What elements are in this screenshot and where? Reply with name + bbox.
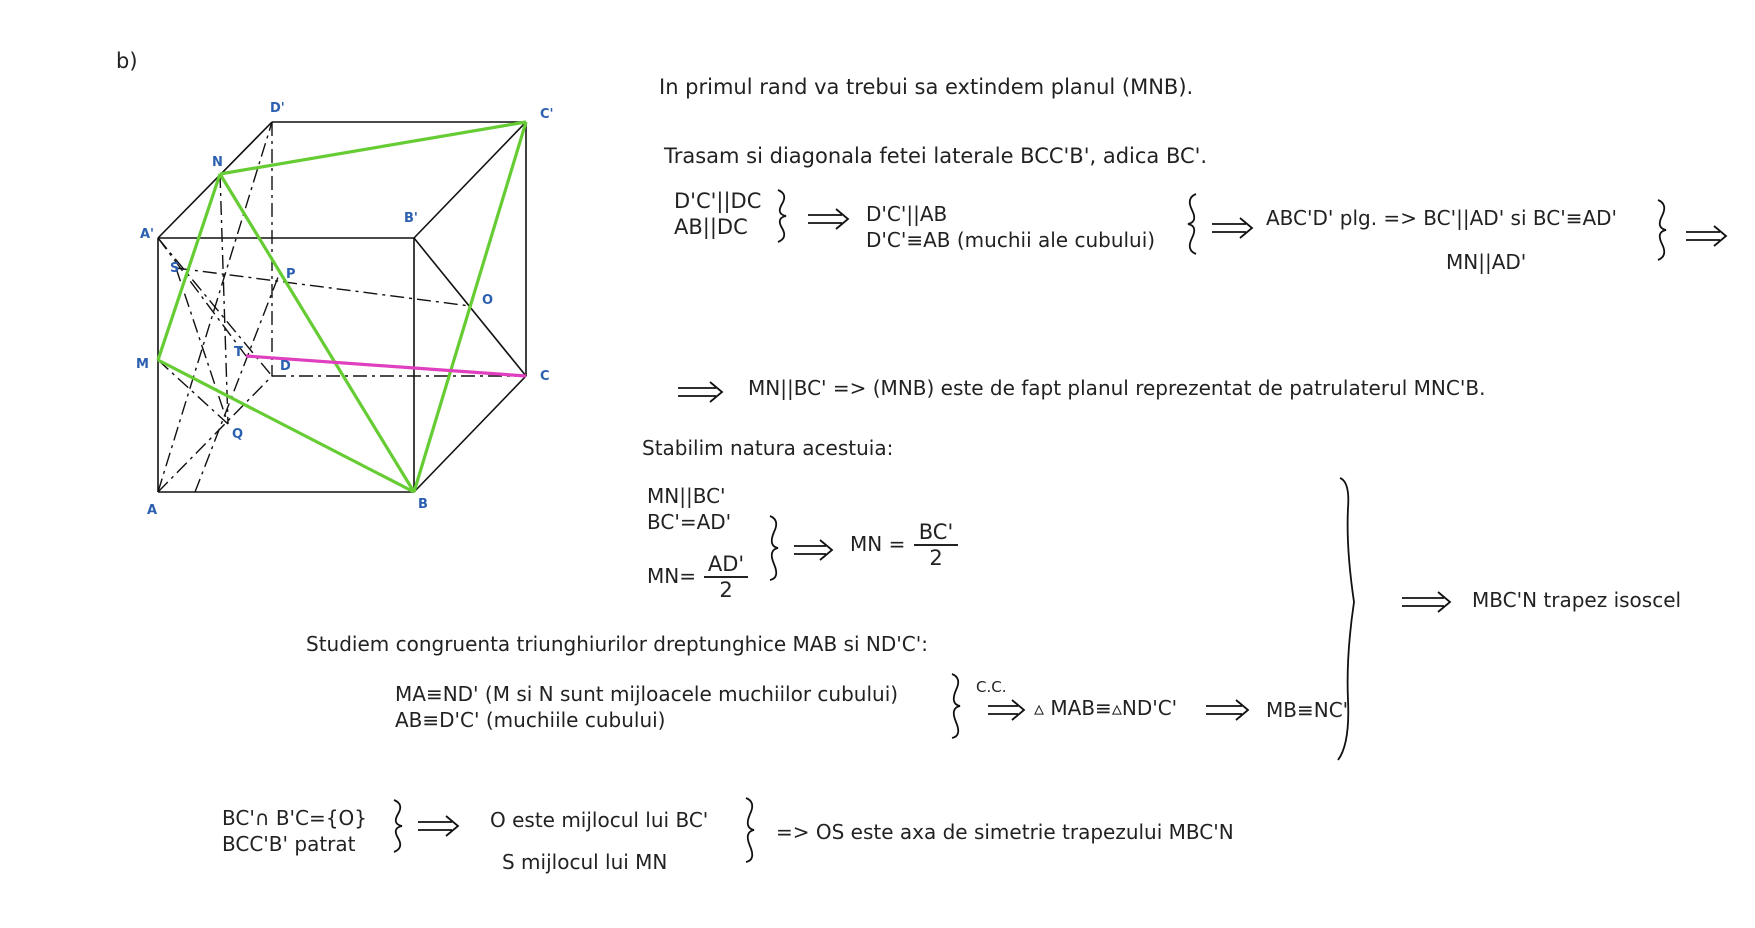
arrow-1 [808, 209, 848, 229]
vertex-B1: B' [404, 211, 418, 226]
vertex-N: N [212, 155, 223, 170]
s-bc-ad: BC'=AD' [647, 510, 732, 534]
vertex-S: S [170, 261, 180, 276]
frac-ad-den: 2 [719, 578, 733, 603]
vertex-D: D [280, 359, 291, 374]
vertex-D1: D' [270, 101, 285, 116]
vertex-M: M [136, 357, 149, 372]
s-mn-eq2: MN = [850, 532, 906, 556]
arrow-5 [794, 540, 832, 560]
s-mn-bc: MN||BC' [647, 484, 726, 508]
sym-4: S mijlocul lui MN [502, 850, 668, 874]
brace-4 [770, 516, 778, 580]
edge-NC1 [220, 122, 526, 174]
cong-2: AB≡D'C' (muchiile cubului) [395, 708, 666, 732]
arrow-3 [1686, 226, 1726, 246]
concl-3: MN||BC' => (MNB) este de fapt planul reprezentat de patrulaterul MNC'B. [748, 376, 1486, 400]
vertex-B: B [418, 497, 428, 512]
hidden-NQ [220, 174, 228, 424]
s-mn-eq: MN= [647, 564, 696, 588]
vertex-O: O [482, 293, 494, 308]
edge-C1B [414, 122, 526, 492]
arrow-4 [678, 382, 722, 402]
vertex-C: C [540, 369, 550, 384]
frac-bc-den: 2 [929, 546, 943, 571]
frac-bc-num: BC' [914, 520, 958, 546]
brace-7 [394, 800, 402, 852]
arrow-7 [988, 700, 1024, 720]
frac-ad-2 [704, 552, 748, 602]
brace-6 [952, 674, 960, 738]
part-label: b) [116, 49, 138, 73]
brace-3 [1658, 200, 1666, 260]
edge-MN [158, 174, 220, 360]
line-intro: In primul rand va trebui sa extindem planul (MNB). [659, 75, 1194, 99]
trapez-conclusion: MBC'N trapez isoscel [1472, 588, 1682, 612]
cong-3: ▵ MAB≡▵ND'C' [1034, 696, 1178, 720]
sym-5: => OS este axa de simetrie trapezului MBC'N [776, 820, 1234, 844]
sym-3: O este mijlocul lui BC' [490, 808, 709, 832]
concl-2: ABC'D' plg. => BC'||AD' si BC'≡AD' [1266, 206, 1618, 230]
hyp-1b: AB||DC [674, 215, 748, 239]
vertex-P: P [286, 267, 296, 282]
cong-4: MB≡NC' [1266, 698, 1349, 722]
line-diagonal: Trasam si diagonala fetei laterale BCC'B', adica BC'. [664, 144, 1208, 168]
edge-A1D1 [158, 122, 272, 238]
congruence-intro: Studiem congruenta triunghiurilor dreptunghice MAB si ND'C': [306, 632, 928, 656]
vertex-C1: C' [540, 107, 554, 122]
concl-1a: D'C'||AB [866, 202, 948, 226]
brace-1 [778, 190, 786, 242]
vertex-A: A [147, 503, 158, 518]
cong-cc: C.C. [976, 678, 1007, 696]
hidden-SO [176, 268, 470, 306]
brace-2 [1188, 194, 1196, 254]
sym-2: BCC'B' patrat [222, 832, 356, 856]
brace-group [394, 190, 1726, 862]
cong-1: MA≡ND' (M si N sunt mijloacele muchiilor cubului) [395, 682, 899, 706]
vertex-A1: A' [140, 227, 155, 242]
concl-1b: D'C'≡AB (muchii ale cubului) [866, 228, 1156, 252]
vertex-Q: Q [232, 427, 244, 442]
frac-ad-num: AD' [704, 552, 748, 578]
stabilim: Stabilim natura acestuia: [642, 436, 894, 460]
arrow-8 [1206, 700, 1248, 720]
arrow-2 [1212, 218, 1252, 238]
arrow-9 [418, 816, 458, 836]
frac-bc-2 [914, 520, 958, 570]
hyp-1a: D'C'||DC [674, 189, 762, 213]
hidden-AD [158, 376, 272, 492]
arrow-6 [1402, 592, 1450, 612]
sym-1: BC'∩ B'C={O} [222, 806, 367, 830]
edge-NB [220, 174, 414, 492]
concl-2b: MN||AD' [1446, 250, 1527, 274]
brace-8 [746, 798, 754, 862]
hidden-A1T [158, 238, 246, 356]
vertex-T: T [234, 345, 243, 360]
